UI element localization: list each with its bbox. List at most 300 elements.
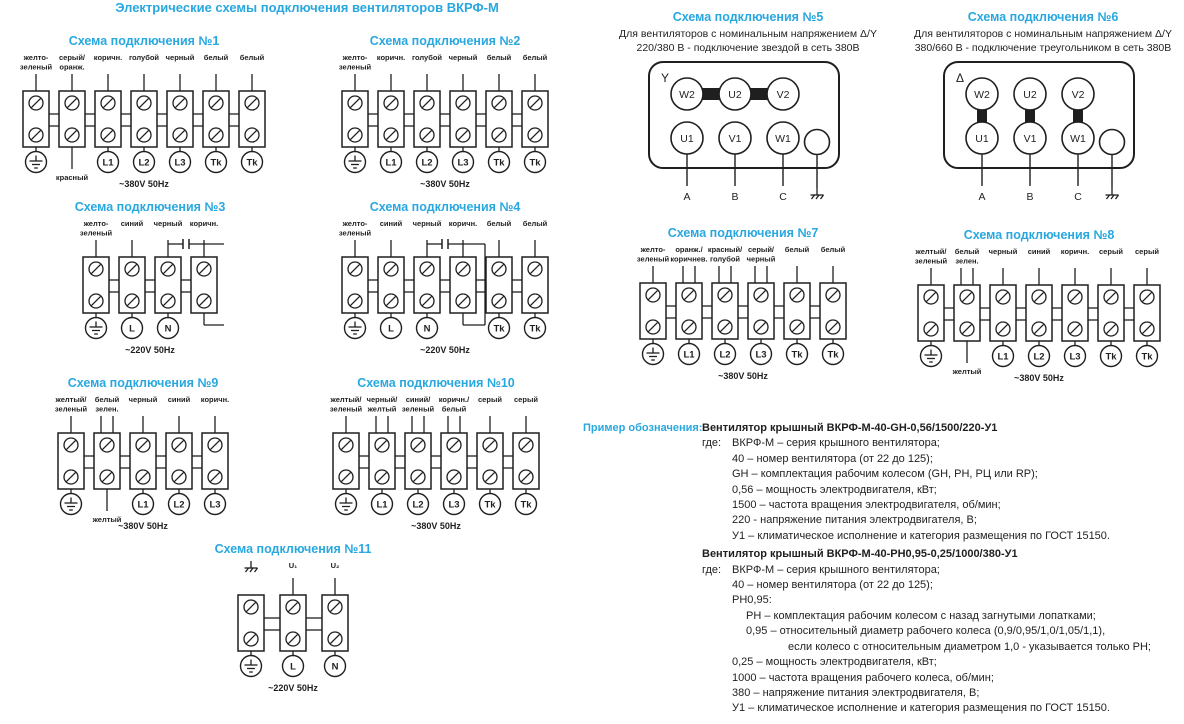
svg-text:зеленый: зеленый [54,404,88,414]
screw-icon [456,96,470,110]
svg-text:коричн.: коричн. [93,53,123,62]
svg-text:L: L [290,661,296,673]
screw-icon [411,438,425,452]
terminal-circle [205,494,226,515]
example-line-text: У1 – климатическое исполнение и категория размещения по ГОСТ 15150. [732,702,1110,715]
example-line-text: 1000 – частота вращения рабочего колеса, об/мин; [732,671,994,684]
svg-text:синий: синий [120,219,144,228]
ground-terminal-icon [241,656,262,677]
svg-text:L3: L3 [457,157,469,169]
ground-icon [1106,188,1119,199]
svg-text:Tk: Tk [827,349,839,361]
screw-icon [1104,290,1118,304]
example-line [702,563,1183,578]
svg-text:U2: U2 [1023,89,1037,101]
svg-text:L3: L3 [755,349,767,361]
screw-icon [420,128,434,142]
screw-icon [101,96,115,110]
svg-text:белый: белый [954,247,980,256]
scheme-3-diagram [76,217,224,359]
screw-icon [209,96,223,110]
svg-text:L3: L3 [209,499,221,511]
screw-icon [65,128,79,142]
motor-terminal [1100,130,1125,155]
svg-text:Tk: Tk [1141,351,1153,363]
screw-icon [172,438,186,452]
example-line-text: 0,25 – мощность электродвигателя, кВт; [732,656,937,669]
screw-icon [125,262,139,276]
screw-icon [64,438,78,452]
scheme-6-description: Для вентиляторов с номинальным напряжением Δ/Y 380/660 В - подключение треугольником в сеть 380В [914,28,1172,54]
screw-icon [173,128,187,142]
terminal-circle [134,152,155,173]
screw-icon [718,288,732,302]
svg-text:коричн./: коричн./ [438,395,470,404]
svg-text:голубой: голубой [411,53,443,62]
screw-icon [197,294,211,308]
screw-icon [100,470,114,484]
screw-icon [29,128,43,142]
svg-text:синий: синий [1027,247,1051,256]
screw-icon [492,262,506,276]
svg-text:зеленый: зеленый [19,62,53,72]
svg-text:~220V 50Hz: ~220V 50Hz [420,345,470,355]
svg-text:зелен.: зелен. [955,256,979,266]
svg-text:L1: L1 [385,157,397,169]
scheme-5-description: Для вентиляторов с номинальным напряжением Δ/Y 220/380 В - подключение звездой в сеть 380В [619,28,877,54]
scheme-11 [176,542,410,697]
svg-text:W2: W2 [679,89,695,101]
svg-text:черный: черный [988,247,1018,256]
svg-text:N: N [164,323,172,335]
scheme-6 [906,10,1180,208]
screw-icon [519,438,533,452]
svg-text:L2: L2 [719,349,731,361]
scheme-11-diagram [231,559,355,697]
svg-text:L2: L2 [173,499,185,511]
page-title: Электрические схемы подключения вентиляторов ВКРФ-М [115,0,499,15]
screw-icon [339,438,353,452]
example-line-text: GH – комплектация рабочим колесом (GH, PH, РЦ или RP); [732,468,1038,481]
screw-icon [339,470,353,484]
screw-icon [173,96,187,110]
svg-text:L1: L1 [102,157,114,169]
screw-icon [209,128,223,142]
screw-icon [89,262,103,276]
svg-text:~220V 50Hz: ~220V 50Hz [268,683,318,693]
screw-icon [348,96,362,110]
scheme-4-title: Схема подключения №4 [369,200,521,214]
screw-icon [384,128,398,142]
terminal-circle [715,344,736,365]
svg-text:зеленый: зеленый [914,256,948,266]
ground-terminal-icon [921,346,942,367]
terminal-circle [480,494,501,515]
screw-icon [826,320,840,334]
terminal-circle [993,346,1014,367]
scheme-8-title: Схема подключения №8 [963,228,1115,242]
terminal-circle [453,152,474,173]
screw-icon [492,294,506,308]
svg-text:коричнев.: коричнев. [670,254,708,264]
terminal-circle [679,344,700,365]
scheme-9-diagram [51,393,235,535]
svg-text:~380V 50Hz: ~380V 50Hz [718,371,768,381]
screw-icon [1032,322,1046,336]
svg-text:W1: W1 [1070,133,1086,145]
terminal-circle [170,152,191,173]
screw-icon [1068,290,1082,304]
svg-text:B: B [1026,191,1034,203]
ground-terminal-icon [345,318,366,339]
screw-icon [960,290,974,304]
svg-text:V1: V1 [728,133,742,145]
terminal-circle [242,152,263,173]
example-line-text: 40 – номер вентилятора (от 22 до 125); [732,579,933,592]
svg-text:L: L [129,323,135,335]
svg-text:зеленый: зеленый [329,404,363,414]
screw-icon [492,96,506,110]
example-line [702,701,1183,716]
svg-text:зеленый: зеленый [636,254,670,264]
svg-text:серый: серый [514,395,538,404]
screw-icon [456,294,470,308]
example-line-text: 0,95 – относительный диаметр рабочего колеса (0,9/0,95/1,0/1,05/1,1), [746,625,1106,638]
example-line [702,467,1183,482]
svg-text:L2: L2 [412,499,424,511]
svg-text:черный: черный [448,53,478,62]
screw-icon [375,470,389,484]
svg-text:V2: V2 [776,89,790,101]
scheme-8-diagram [911,245,1167,387]
screw-icon [528,294,542,308]
screw-icon [125,294,139,308]
svg-text:голубой: голубой [709,254,741,264]
screw-icon [528,96,542,110]
terminal-circle [417,318,438,339]
scheme-2 [306,34,584,193]
screw-icon [64,470,78,484]
terminal-circle [489,318,510,339]
scheme-4 [304,200,586,359]
svg-text:V1: V1 [1023,133,1037,145]
ground-terminal-icon [86,318,107,339]
scheme-5 [612,10,884,208]
svg-text:белый: белый [820,245,846,254]
svg-text:серый/: серый/ [58,53,86,62]
example-line [702,624,1183,639]
screw-icon [682,288,696,302]
example-line-text: 40 – номер вентилятора (от 22 до 125); [732,452,933,465]
svg-text:Tk: Tk [520,499,532,511]
example-line-text: ВКРФ-М – серия крышного вентилятора; [732,437,940,450]
screw-icon [137,96,151,110]
scheme-10-title: Схема подключения №10 [357,376,515,390]
svg-text:желто-: желто- [23,53,49,62]
svg-text:L1: L1 [137,499,149,511]
screw-icon [754,288,768,302]
scheme-6-title: Схема подключения №6 [967,10,1119,24]
screw-icon [348,294,362,308]
screw-icon [161,262,175,276]
svg-text:коричн.: коричн. [448,219,478,228]
svg-text:Tk: Tk [1105,351,1117,363]
svg-text:зеленый: зеленый [338,62,372,72]
terminal-circle [408,494,429,515]
screw-icon [89,294,103,308]
scheme-1-title: Схема подключения №1 [68,34,220,48]
ground-terminal-icon [61,494,82,515]
svg-text:белый: белый [239,53,265,62]
scheme-10 [290,376,582,535]
screw-icon [197,262,211,276]
screw-icon [456,262,470,276]
scheme-6-diagram [938,60,1148,208]
screw-icon [411,470,425,484]
screw-icon [420,294,434,308]
screw-icon [447,438,461,452]
svg-text:Tk: Tk [791,349,803,361]
scheme-7-title: Схема подключения №7 [667,226,819,240]
motor-terminal [805,130,830,155]
screw-icon [456,128,470,142]
screw-icon [1104,322,1118,336]
example-line-text: 1500 – частота вращения электродвигателя, об/мин; [732,499,1001,512]
svg-text:красный: красный [55,173,89,182]
svg-text:L2: L2 [1033,351,1045,363]
example-line [702,671,1183,686]
where-label: где: [702,563,722,576]
screw-icon [996,290,1010,304]
svg-text:белый: белый [522,219,548,228]
example-line [702,529,1183,544]
screw-icon [245,96,259,110]
terminal-circle [1137,346,1158,367]
screw-icon [286,632,300,646]
scheme-5-title: Схема подключения №5 [672,10,824,24]
svg-text:коричн.: коричн. [1060,247,1090,256]
terminal-circle [372,494,393,515]
screw-icon [682,320,696,334]
example-line-text: РН0,95: [732,594,772,607]
screw-icon [1140,322,1154,336]
terminal-circle [525,152,546,173]
terminal-circle [381,152,402,173]
terminal-circle [1065,346,1086,367]
svg-text:желтый: желтый [367,404,397,414]
example-line-text: если колесо с относительным диаметром 1,0 - указывается только РН; [788,640,1151,653]
screw-icon [790,320,804,334]
terminal-circle [133,494,154,515]
terminal-circle [206,152,227,173]
svg-text:Δ: Δ [955,71,965,85]
svg-text:желто-: желто- [640,245,666,254]
screw-icon [924,290,938,304]
scheme-9 [10,376,276,535]
svg-text:желто-: желто- [342,53,368,62]
example-line-text: 380 – напряжение питания электродвигателя, В; [732,686,980,699]
screw-icon [29,96,43,110]
example-line [702,436,1183,451]
svg-text:зеленый: зеленый [401,404,435,414]
scheme-3 [24,200,276,359]
svg-text:U1: U1 [680,133,694,145]
example-line [702,483,1183,498]
screw-icon [528,262,542,276]
svg-text:U1: U1 [975,133,989,145]
terminal-circle [98,152,119,173]
svg-text:коричн.: коричн. [376,53,406,62]
svg-text:желтый/: желтый/ [915,247,947,256]
example-line-text: 0,56 – мощность электродвигателя, кВт; [732,483,937,496]
svg-text:желтый/: желтый/ [330,395,362,404]
screw-icon [245,128,259,142]
screw-icon [960,322,974,336]
terminal-circle [823,344,844,365]
screw-icon [244,600,258,614]
scheme-1-diagram [16,51,272,193]
terminal-circle [417,152,438,173]
screw-icon [384,96,398,110]
svg-text:C: C [1074,191,1082,203]
screw-icon [161,294,175,308]
example-line [702,578,1183,593]
screw-icon [528,128,542,142]
svg-text:черный: черный [412,219,442,228]
example-line [702,513,1183,528]
svg-text:зеленый: зеленый [79,228,113,238]
svg-text:U₁: U₁ [288,561,298,570]
screw-icon [208,470,222,484]
terminal-circle [283,656,304,677]
example-line [702,593,1183,608]
svg-text:Y: Y [660,71,670,85]
screw-icon [754,320,768,334]
screw-icon [244,632,258,646]
svg-text:Tk: Tk [246,157,258,169]
ground-terminal-icon [26,152,47,173]
screw-icon [646,288,660,302]
svg-text:Tk: Tk [493,157,505,169]
svg-text:~380V 50Hz: ~380V 50Hz [118,521,168,531]
screw-icon [384,262,398,276]
scheme-7-diagram [633,243,853,385]
svg-text:L: L [388,323,394,335]
screw-icon [996,322,1010,336]
screw-icon [1068,322,1082,336]
ground-terminal-icon [345,152,366,173]
screw-icon [519,470,533,484]
svg-text:L2: L2 [421,157,433,169]
svg-text:L3: L3 [448,499,460,511]
screw-icon [483,470,497,484]
svg-text:черный: черный [128,395,158,404]
screw-icon [420,262,434,276]
svg-text:~380V 50Hz: ~380V 50Hz [411,521,461,531]
scheme-10-diagram [326,393,546,535]
example-body [702,421,1183,717]
svg-text:L1: L1 [997,351,1009,363]
example-line-text: РН – комплектация рабочим колесом с назад загнутыми лопатками; [746,609,1096,622]
screw-icon [447,470,461,484]
terminal-circle [1029,346,1050,367]
terminal-circle [381,318,402,339]
terminal-circle [489,152,510,173]
screw-icon [65,96,79,110]
screw-icon [348,262,362,276]
screw-icon [328,632,342,646]
svg-text:U2: U2 [728,89,742,101]
svg-text:U₂: U₂ [330,561,340,570]
example-line [702,609,1183,624]
screw-icon [1140,290,1154,304]
svg-text:L3: L3 [174,157,186,169]
terminal-circle [158,318,179,339]
svg-text:~380V 50Hz: ~380V 50Hz [1014,373,1064,383]
scheme-4-diagram [335,217,555,359]
screw-icon [172,470,186,484]
terminal-circle [1101,346,1122,367]
screw-icon [208,438,222,452]
example-line [702,686,1183,701]
svg-text:желтый/: желтый/ [55,395,87,404]
svg-text:~380V 50Hz: ~380V 50Hz [420,179,470,189]
example-line [702,640,1183,655]
scheme-8 [894,228,1184,387]
svg-text:белый: белый [203,53,229,62]
screw-icon [101,128,115,142]
example-line-text: У1 – климатическое исполнение и категория размещения по ГОСТ 15150. [732,529,1110,542]
svg-text:зеленый: зеленый [338,228,372,238]
example-line [702,655,1183,670]
scheme-9-title: Схема подключения №9 [67,376,219,390]
svg-text:серый/: серый/ [747,245,775,254]
scheme-3-title: Схема подключения №3 [74,200,226,214]
svg-text:W1: W1 [775,133,791,145]
ground-icon [245,561,258,572]
screw-icon [790,288,804,302]
scheme-2-title: Схема подключения №2 [369,34,521,48]
scheme-2-diagram [335,51,555,193]
screw-icon [826,288,840,302]
svg-text:голубой: голубой [128,53,160,62]
svg-text:желто-: желто- [83,219,109,228]
terminal-circle [122,318,143,339]
example-line-text: 220 - напряжение питания электродвигателя, В; [732,514,977,527]
svg-text:Tk: Tk [493,323,505,335]
svg-text:~220V 50Hz: ~220V 50Hz [125,345,175,355]
svg-text:серый: серый [1099,247,1123,256]
screw-icon [718,320,732,334]
example-section [583,421,1183,717]
scheme-11-title: Схема подключения №11 [214,542,372,556]
ground-terminal-icon [643,344,664,365]
svg-text:W2: W2 [974,89,990,101]
example-line-text: ВКРФ-М – серия крышного вентилятора; [732,563,940,576]
svg-text:серый: серый [1135,247,1159,256]
svg-text:C: C [779,191,787,203]
example-block-2-title: Вентилятор крышный ВКРФ-М-40-РН0,95-0,25/1000/380-У1 [702,548,1018,561]
terminal-circle [525,318,546,339]
svg-text:коричн.: коричн. [200,395,230,404]
screw-icon [1032,290,1046,304]
svg-text:Tk: Tk [210,157,222,169]
screw-icon [384,294,398,308]
svg-text:желто-: желто- [342,219,368,228]
svg-text:желтый: желтый [952,367,982,376]
scheme-7 [596,226,890,385]
screw-icon [136,438,150,452]
